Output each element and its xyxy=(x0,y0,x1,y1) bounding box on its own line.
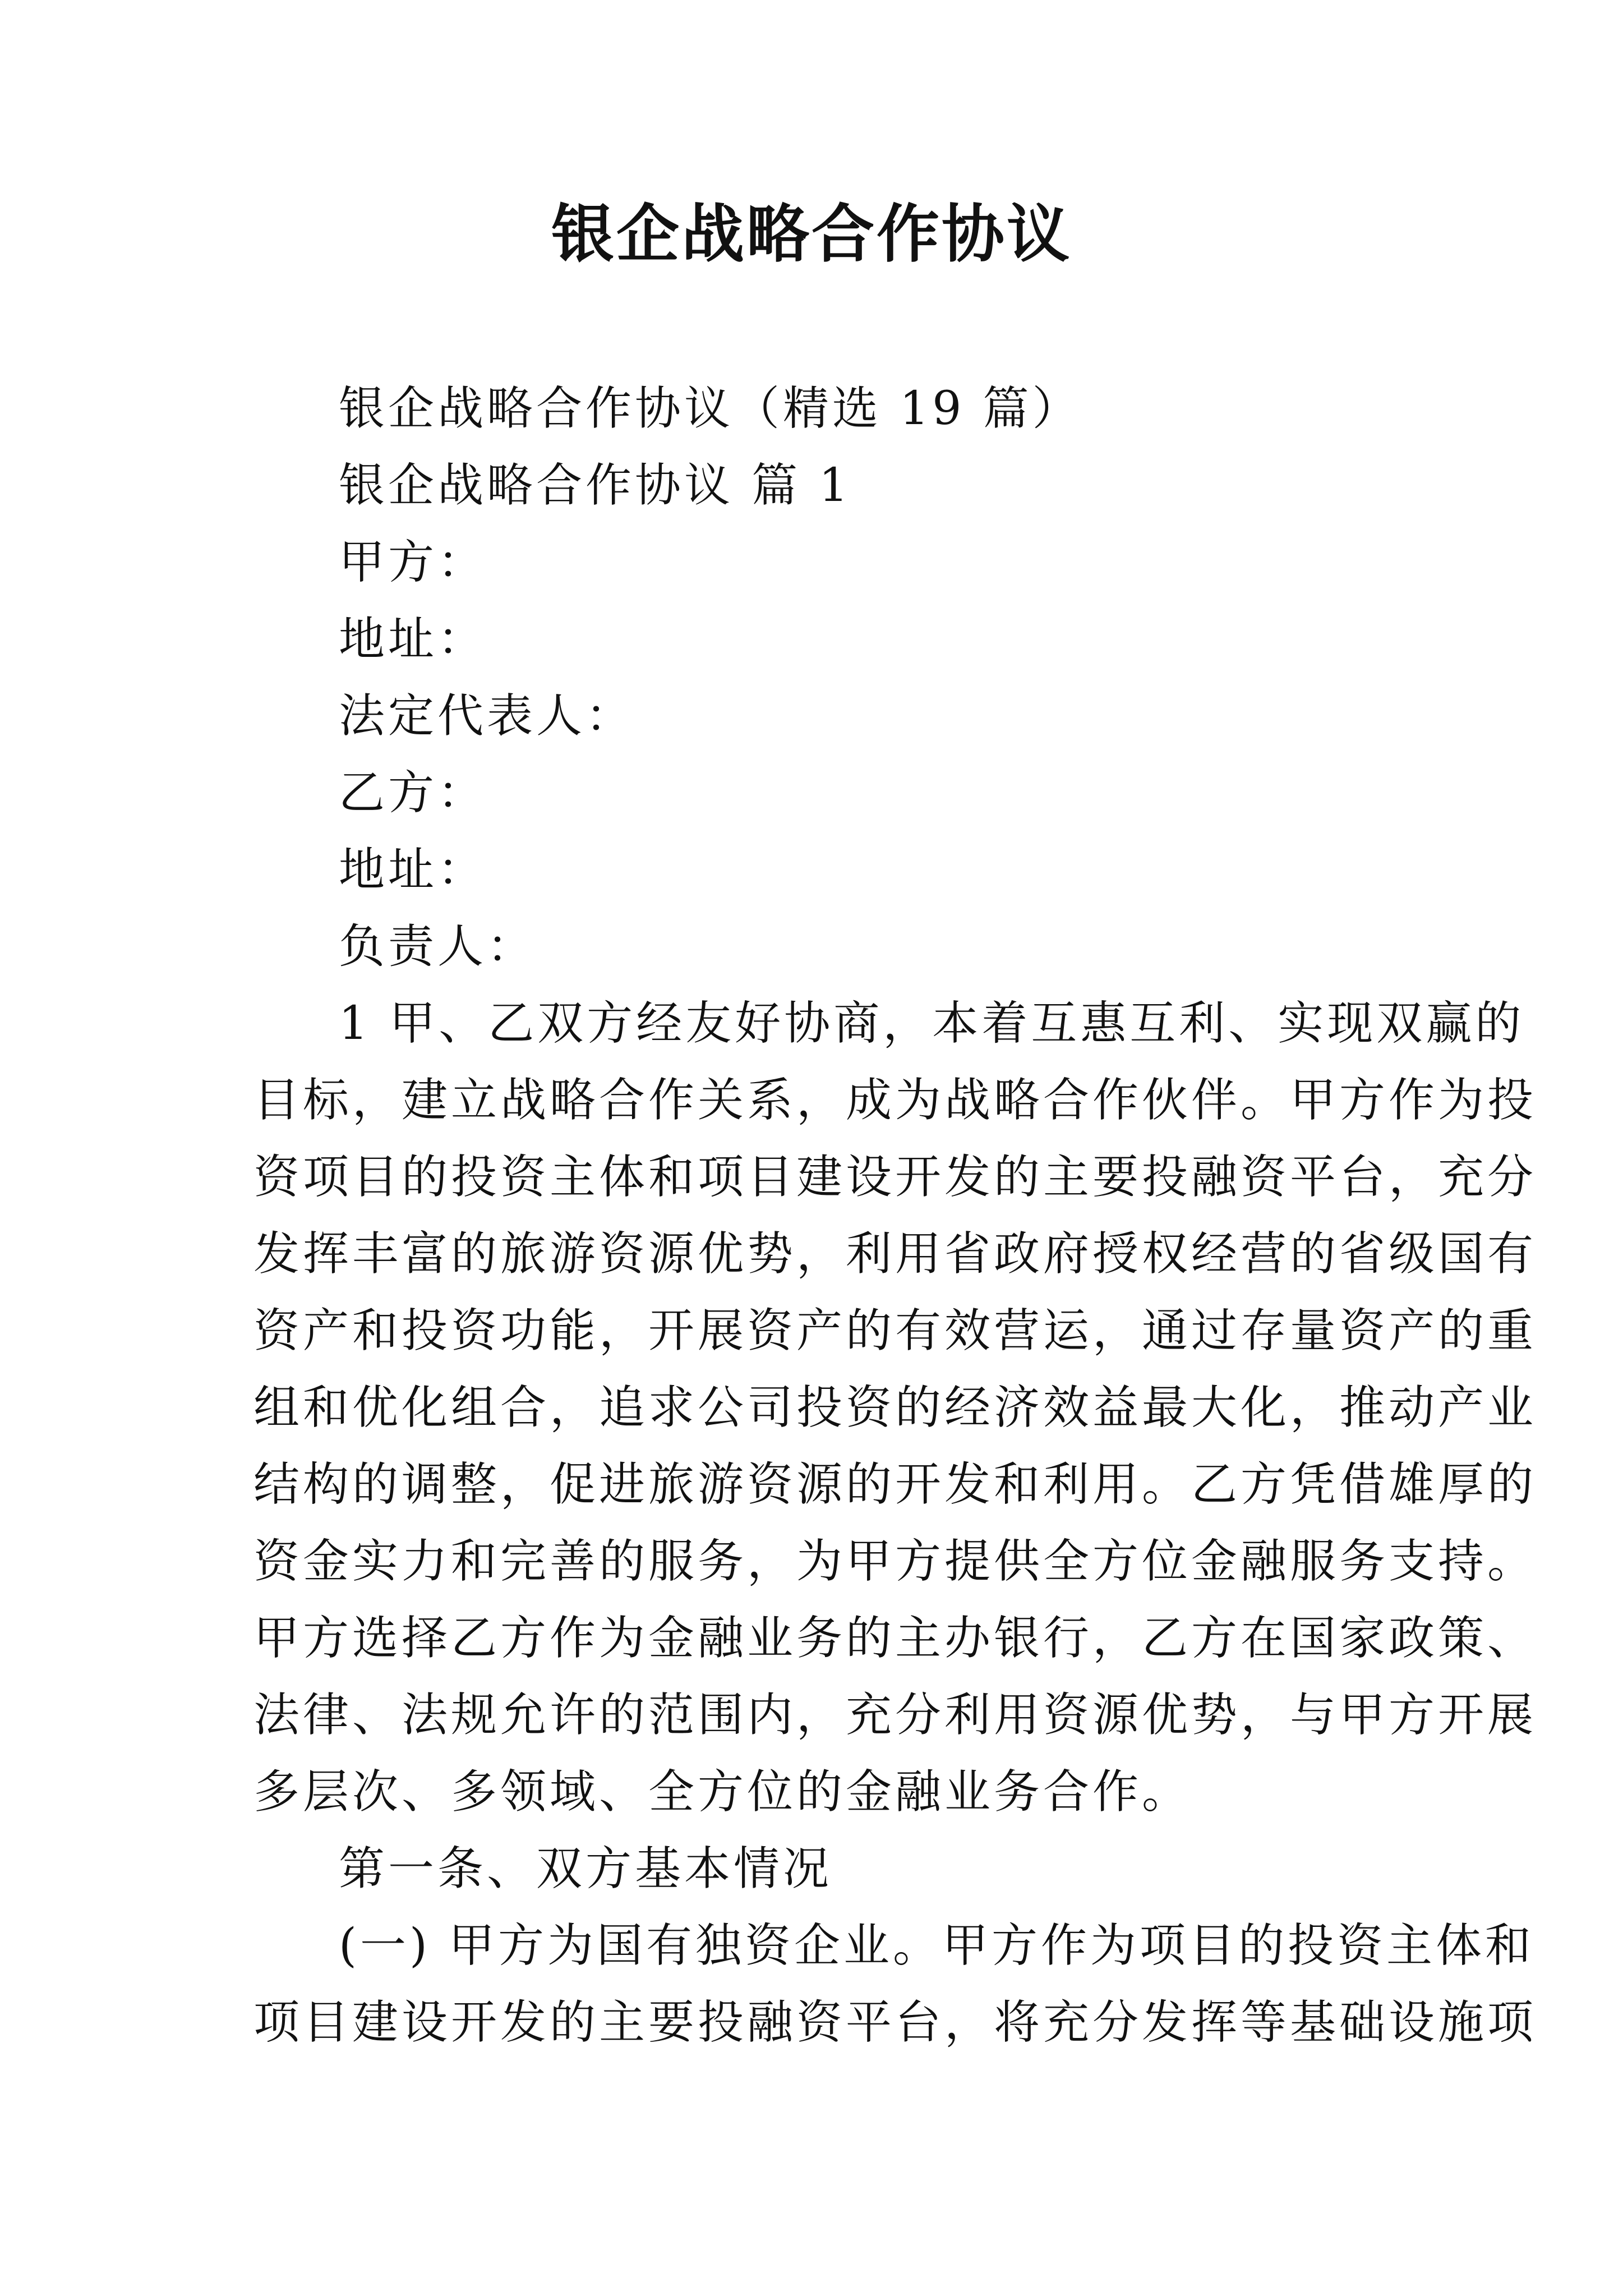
body-line: 银企战略合作协议 篇 1 xyxy=(339,459,852,512)
document-body xyxy=(253,370,1537,2061)
body-line: 甲方选择乙方作为金融业务的主办银行，乙方在国家政策、 xyxy=(253,1612,1537,1665)
body-line: 银企战略合作协议（精选 19 篇） xyxy=(339,382,1082,435)
document-title: 银企战略合作协议 xyxy=(551,197,1072,271)
body-line: 多层次、多领域、全方位的金融业务合作。 xyxy=(253,1765,1192,1819)
body-line: 项目建设开发的主要投融资平台，将充分发挥等基础设施项 xyxy=(253,1996,1537,2049)
body-line: 地址： xyxy=(339,613,487,666)
body-line: 乙方： xyxy=(339,766,487,820)
body-line: 资项目的投资主体和项目建设开发的主要投融资平台，充分 xyxy=(253,1151,1537,1204)
body-line: 资金实力和完善的服务，为甲方提供全方位金融服务支持。 xyxy=(253,1535,1537,1588)
body-line: 组和优化组合，追求公司投资的经济效益最大化，推动产业 xyxy=(253,1381,1537,1434)
body-line: (一) 甲方为国有独资企业。甲方作为项目的投资主体和 xyxy=(339,1919,1535,1972)
body-line: 结构的调整，促进旅游资源的开发和利用。乙方凭借雄厚的 xyxy=(253,1458,1537,1511)
body-line: 负责人： xyxy=(339,920,537,973)
body-line: 第一条、双方基本情况 xyxy=(339,1842,833,1895)
body-line: 法律、法规允许的范围内，充分利用资源优势，与甲方开展 xyxy=(253,1688,1537,1742)
body-line: 地址： xyxy=(339,843,487,896)
body-line: 发挥丰富的旅游资源优势，利用省政府授权经营的省级国有 xyxy=(253,1227,1537,1281)
body-line: 1 甲、乙双方经友好协商，本着互惠互利、实现双赢的 xyxy=(339,997,1525,1050)
body-line: 目标，建立战略合作关系，成为战略合作伙伴。甲方作为投 xyxy=(253,1074,1537,1127)
body-line: 法定代表人： xyxy=(339,689,635,743)
body-line: 甲方： xyxy=(339,536,487,589)
body-line: 资产和投资功能，开展资产的有效营运，通过存量资产的重 xyxy=(253,1304,1537,1358)
